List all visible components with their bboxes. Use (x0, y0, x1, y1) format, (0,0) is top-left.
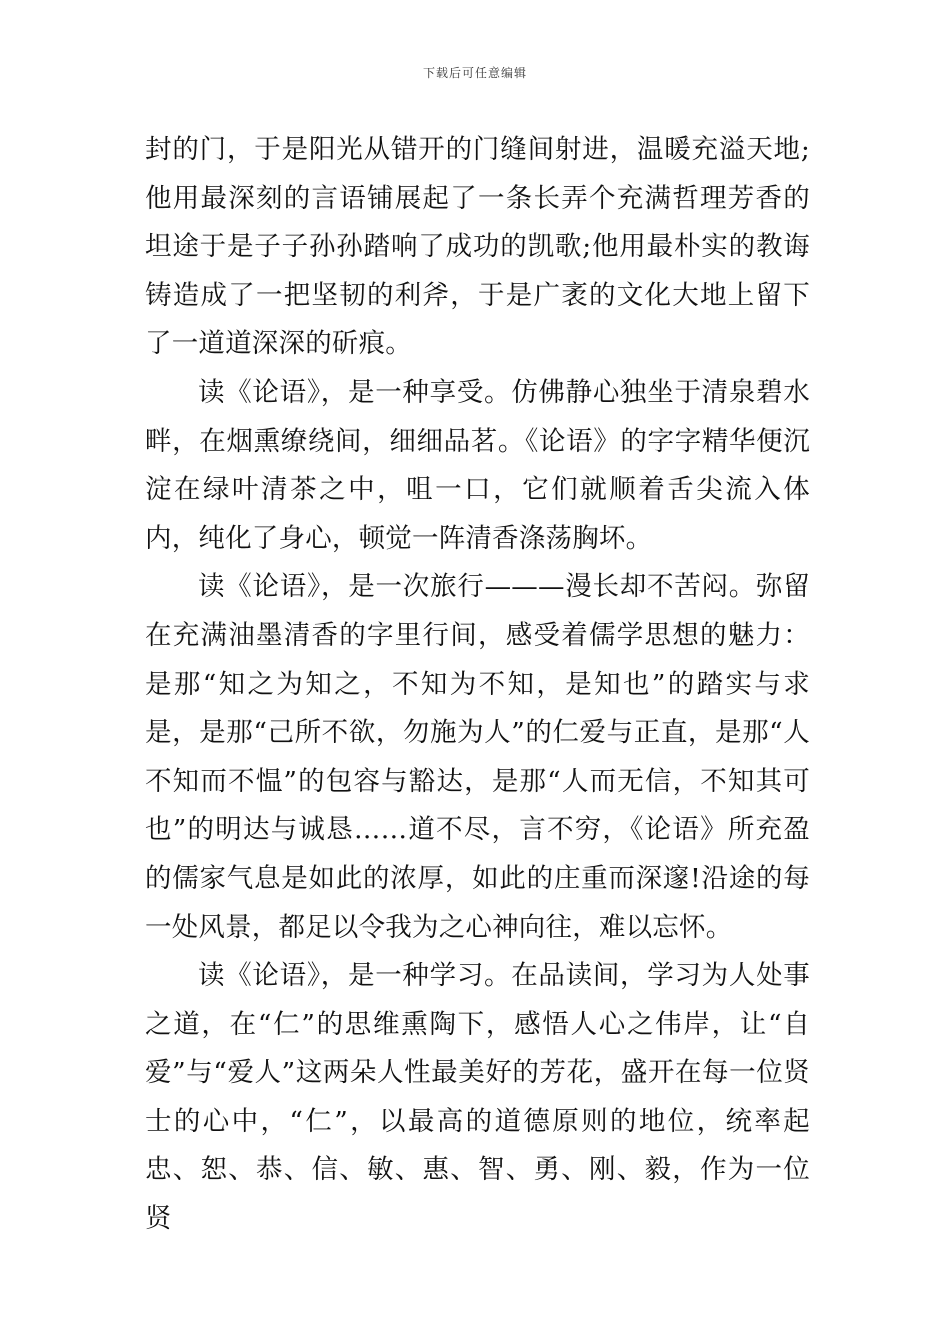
header-note: 下载后可任意编辑 (422, 66, 527, 80)
paragraph-learning: 读《论语》，是一种学习。在品读间，学习为人处事之道，在“仁”的思维熏陶下，感悟人心之伟岸，让“自爱”与“爱人”这两朵人性最美好的芳花，盛开在每一位贤士的心中，“仁”，以最高的道德原则的地位，统率起忠、恕、恭、信、敏、惠、智、勇、刚、毅，作为一位贤 (145, 960, 810, 1235)
paragraph-journey: 读《论语》，是一次旅行———漫长却不苦闷。弥留在充满油墨清香的字里行间，感受着儒学思想的魅力：是那“知之为知之，不知为不知，是知也”的踏实与求是，是那“己所不欲，勿施为人”的仁爱与正直，是那“人不知而不愠”的包容与豁达，是那“人而无信，不知其可也”的明达与诚恳……道不尽，言不穷，《论语》所充盈的儒家气息是如此的浓厚，如此的庄重而深邃!沿途的每一处风景，都足以令我为之心神向往，难以忘怀。 (145, 571, 810, 943)
paragraph-enjoyment: 读《论语》，是一种享受。仿佛静心独坐于清泉碧水畔，在烟熏缭绕间，细细品茗。《论语》的字字精华便沉淀在绿叶清茶之中，咀一口，它们就顺着舌尖流入体内，纯化了身心，顿觉一阵清香涤荡胸坏。 (145, 376, 810, 554)
paragraph-continuation: 封的门，于是阳光从错开的门缝间射进，温暖充溢天地;他用最深刻的言语铺展起了一条长弄个充满哲理芳香的坦途于是子子孙孙踏响了成功的凯歌;他用最朴实的教诲铸造成了一把坚韧的利斧，于是广袤的文化大地上留下了一道道深深的斫痕。 (145, 134, 810, 360)
document-body (145, 126, 810, 1244)
